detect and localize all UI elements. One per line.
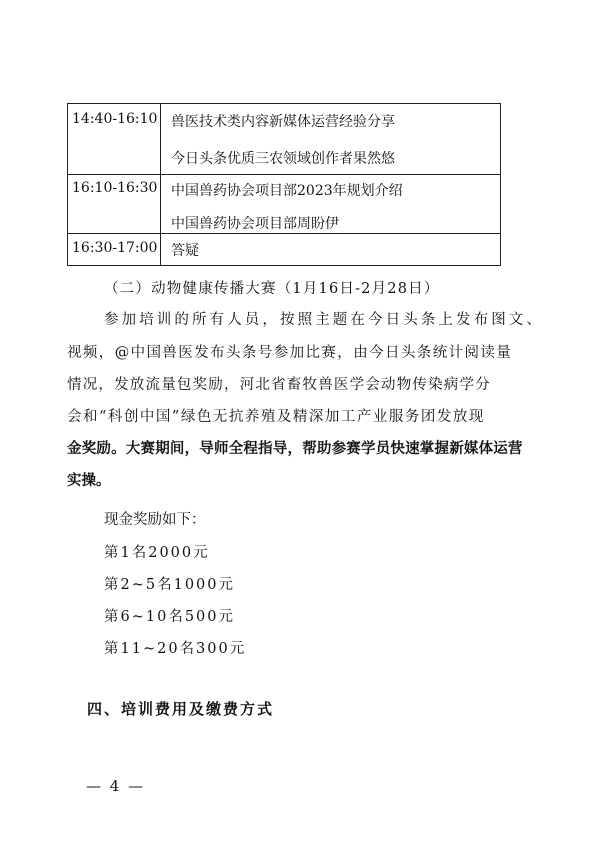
session-speaker: 今日头条优质三农领域创作者果然悠 [171,151,395,167]
schedule-table [67,103,501,266]
time-cell [68,175,161,234]
time-slot: 16:10-16:30 [72,180,158,196]
session-topic: 中国兽药协会项目部2023年规划介绍 [171,183,403,199]
table-row [68,175,501,234]
session-topic: 兽医技术类内容新媒体运营经验分享 [171,114,395,130]
content-cell [161,234,501,266]
reward-item: 第6~10名500元 [104,609,236,625]
time-slot: 14:40-16:10 [72,111,158,127]
content-cell [161,104,501,175]
paragraph-line: 视频，@中国兽医发布头条号参加比赛，由今日头条统计阅读量 [67,345,513,361]
time-cell [68,104,161,175]
reward-item: 第1名2000元 [104,545,210,561]
table-row [68,234,501,266]
session-topic: 答疑 [171,243,199,259]
paragraph-line-bold: 金奖励。大赛期间，导师全程指导，帮助参赛学员快速掌握新媒体运营 [67,440,523,457]
rewards-intro: 现金奖励如下： [104,512,206,528]
table-row [68,104,501,175]
reward-item: 第11~20名300元 [104,641,247,657]
page-number: — 4 — [86,777,146,795]
paragraph-line-bold: 实操。 [67,472,111,489]
contest-heading: （二）动物健康传播大赛（1月16日-2月28日） [104,281,440,297]
time-slot: 16:30-17:00 [72,240,158,256]
section-heading: 四、培训费用及缴费方式 [87,700,275,718]
paragraph-line: 情况，发放流量包奖励，河北省畜牧兽医学会动物传染病学分 [67,377,491,393]
session-speaker: 中国兽药协会项目部周盼伊 [171,216,339,232]
paragraph-line: 参加培训的所有人员，按照主题在今日头条上发布图文、 [104,312,544,328]
time-cell [68,234,161,266]
paragraph-line: 会和“科创中国”绿色无抗养殖及精深加工产业服务团发放现 [67,409,485,425]
reward-item: 第2~5名1000元 [104,577,236,593]
content-cell [161,175,501,234]
